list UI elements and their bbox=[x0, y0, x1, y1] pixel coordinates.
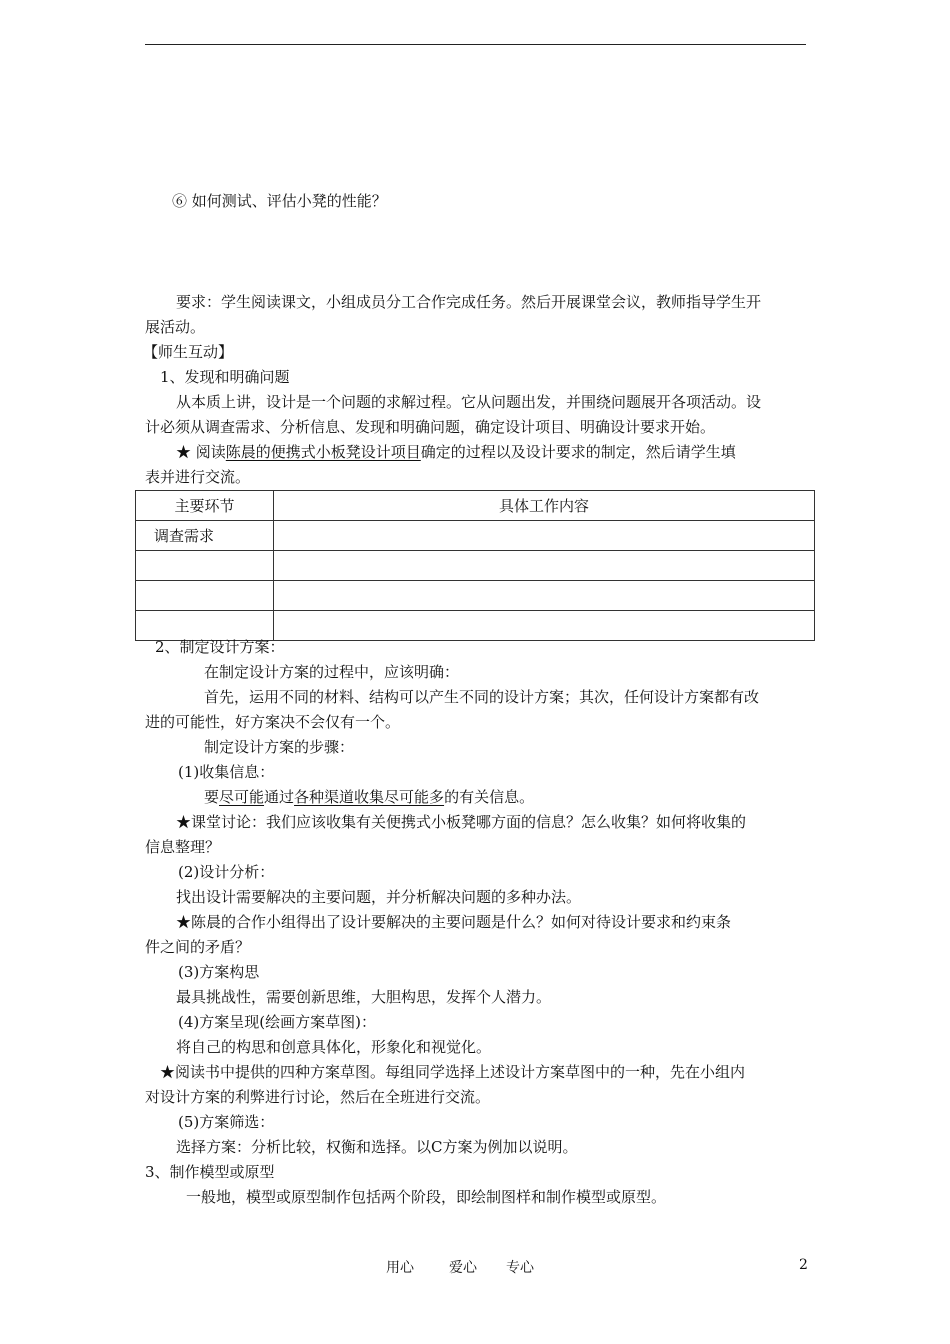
step-1-text-underlined: 尽可能 bbox=[219, 788, 265, 806]
section-1-title: 1、发现和明确问题 bbox=[160, 368, 290, 386]
table-cell: 调查需求 bbox=[136, 521, 274, 551]
table-cell bbox=[274, 521, 815, 551]
table-header-row bbox=[136, 491, 815, 521]
step-3-text: 最具挑战性，需要创新思维，大胆构思，发挥个人潜力。 bbox=[176, 988, 552, 1006]
step-1-text bbox=[204, 786, 534, 808]
para-3-line-1: 一般地，模型或原型制作包括两个阶段，即绘制图样和制作模型或原型。 bbox=[186, 1188, 667, 1206]
step-1-text-part: 通过 bbox=[264, 788, 295, 806]
step-2-text: 找出设计需要解决的主要问题，并分析解决问题的多种办法。 bbox=[176, 888, 582, 906]
table-row bbox=[136, 521, 815, 551]
para-2-line-2: 首先，运用不同的材料、结构可以产生不同的设计方案；其次，任何设计方案都有改 bbox=[204, 688, 760, 706]
para-1-line-1: 从本质上讲，设计是一个问题的求解过程。它从问题出发，并围绕问题展开各项活动。设 bbox=[176, 393, 762, 411]
star-task-1-prefix: ★ 阅读 bbox=[176, 443, 226, 461]
star-task-2-line-1: ★课堂讨论：我们应该收集有关便携式小板凳哪方面的信息？怎么收集？如何将收集的 bbox=[176, 813, 747, 831]
star-task-4-line-1: ★阅读书中提供的四种方案草图。每组同学选择上述设计方案草图中的一种，先在小组内 bbox=[160, 1063, 746, 1081]
section-heading-interaction: 【师生互动】 bbox=[143, 343, 234, 361]
table-row bbox=[136, 551, 815, 581]
star-task-1-suffix: 确定的过程以及设计要求的制定，然后请学生填 bbox=[420, 443, 736, 461]
para-1-line-2: 计必须从调查需求、分析信息、发现和明确问题，确定设计项目、明确设计要求开始。 bbox=[145, 418, 716, 436]
step-1-text-underlined: 各种渠道收集尽可能多 bbox=[294, 788, 445, 806]
footer-word-2: 爱心 bbox=[449, 1260, 477, 1276]
requirement-line-2: 展活动。 bbox=[145, 318, 206, 336]
para-2-line-4: 制定设计方案的步骤： bbox=[204, 738, 355, 756]
star-task-3-line-2: 件之间的矛盾？ bbox=[145, 938, 251, 956]
step-1-text-part: 要 bbox=[204, 788, 220, 806]
section-2-title: 2、制定设计方案： bbox=[155, 638, 285, 656]
footer-word-3: 专心 bbox=[506, 1260, 534, 1276]
star-task-1-line-1 bbox=[176, 441, 736, 463]
step-4-text: 将自己的构思和创意具体化，形象化和视觉化。 bbox=[176, 1038, 492, 1056]
work-content-table bbox=[135, 490, 815, 641]
requirement-line-1: 要求：学生阅读课文，小组成员分工合作完成任务。然后开展课堂会议，教师指导学生开 bbox=[176, 293, 762, 311]
step-5-title: (5)方案筛选： bbox=[178, 1113, 275, 1131]
step-1-text-part: 的有关信息。 bbox=[444, 788, 535, 806]
para-2-line-3: 进的可能性，好方案决不会仅有一个。 bbox=[145, 713, 401, 731]
table-row bbox=[136, 581, 815, 611]
step-2-title: (2)设计分析： bbox=[178, 863, 275, 881]
star-task-3-line-1: ★陈晨的合作小组得出了设计要解决的主要问题是什么？如何对待设计要求和约束条 bbox=[176, 913, 732, 931]
page-number: 2 bbox=[799, 1257, 808, 1273]
section-3-title: 3、制作模型或原型 bbox=[145, 1163, 275, 1181]
star-task-2-line-2: 信息整理？ bbox=[145, 838, 221, 856]
table-header-cell: 具体工作内容 bbox=[274, 491, 815, 521]
step-4-title: (4)方案呈现(绘画方案草图)： bbox=[178, 1013, 376, 1031]
step-1-title: (1)收集信息： bbox=[178, 763, 275, 781]
step-3-title: (3)方案构思 bbox=[178, 963, 260, 981]
table-cell bbox=[136, 581, 274, 611]
table-cell bbox=[274, 611, 815, 641]
star-task-1-line-2: 表并进行交流。 bbox=[145, 468, 251, 486]
header-rule bbox=[145, 44, 806, 45]
table-header-cell: 主要环节 bbox=[136, 491, 274, 521]
table-cell bbox=[274, 581, 815, 611]
para-2-line-1: 在制定设计方案的过程中，应该明确： bbox=[204, 663, 460, 681]
star-task-4-line-2: 对设计方案的利弊进行讨论，然后在全班进行交流。 bbox=[145, 1088, 491, 1106]
table-cell bbox=[136, 551, 274, 581]
star-task-1-underlined: 陈晨的便携式小板凳设计项目 bbox=[225, 443, 421, 461]
footer-word-1: 用心 bbox=[386, 1260, 414, 1276]
table-cell bbox=[274, 551, 815, 581]
question-6: ⑥ 如何测试、评估小凳的性能？ bbox=[172, 192, 387, 210]
step-5-text: 选择方案：分析比较，权衡和选择。以C方案为例加以说明。 bbox=[176, 1138, 578, 1156]
